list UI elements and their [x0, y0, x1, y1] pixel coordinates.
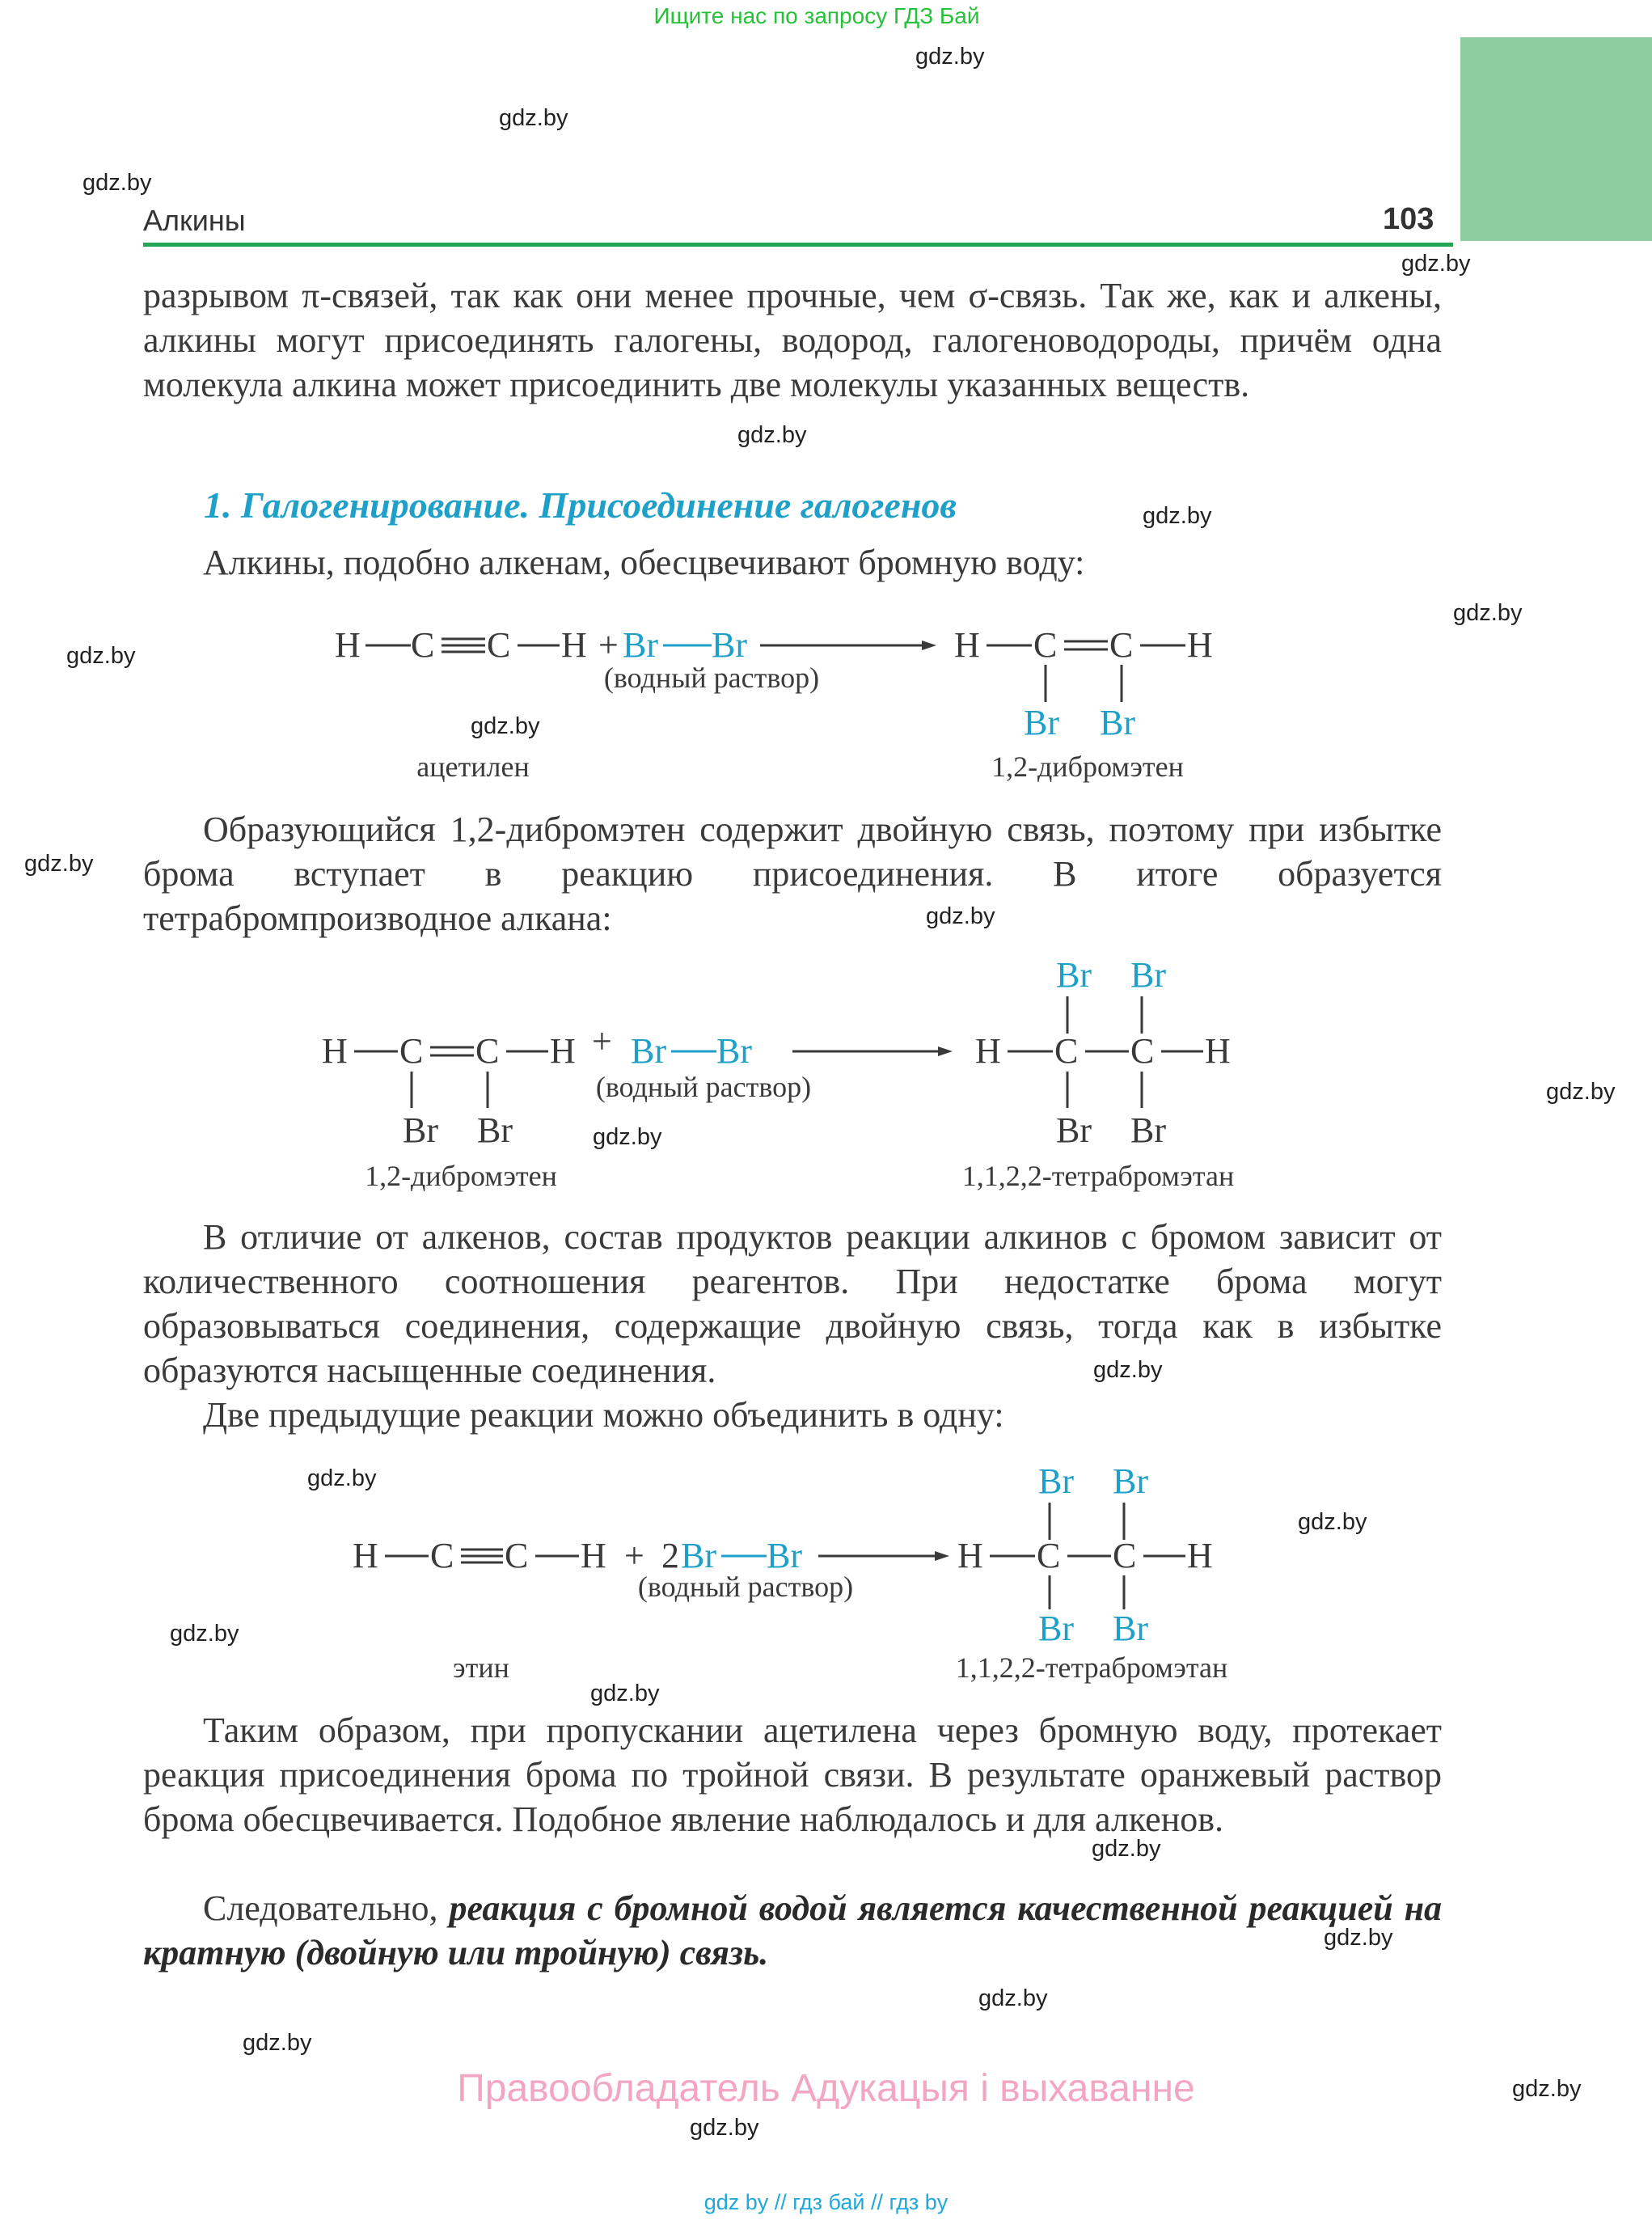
atom-br: Br [1056, 955, 1092, 995]
footer-links[interactable]: gdz by // гдз бай // гдз by [703, 2190, 949, 2214]
plus-sign: + [592, 1021, 612, 1061]
atom-br: Br [403, 1110, 438, 1150]
atom-br: Br [1130, 1110, 1166, 1150]
atom-h: H [954, 625, 980, 665]
watermark: gdz.by [593, 1124, 662, 1150]
atom-h: H [1205, 1031, 1231, 1071]
atom-c: C [1037, 1536, 1061, 1575]
atom-c: C [1054, 1031, 1079, 1071]
atom-c: C [1033, 625, 1058, 665]
watermark: gdz.by [1401, 251, 1471, 277]
atom-br: Br [1130, 955, 1166, 995]
reaction-condition: (водный раствор) [603, 662, 820, 694]
conclusion-emphasis: реакция с бромной водой является качественной реакцией на кратную (двойную или тройную) связь. [143, 1888, 1442, 1972]
watermark: gdz.by [24, 851, 94, 877]
reaction-condition: (водный раствор) [595, 1071, 812, 1103]
watermark: gdz.by [82, 170, 152, 196]
watermark: gdz.by [1092, 1836, 1161, 1862]
reactant-label: 1,2-дибромэтен [365, 1160, 557, 1192]
reaction-2-equation [307, 946, 1278, 1197]
reaction-1-equation [307, 607, 1261, 793]
reaction-condition: (водный раствор) [637, 1571, 854, 1603]
paragraph-3: В отличие от алкенов, состав продуктов реакции алкинов с бромом зависит от количественного соотношения реагентов. При недостатке брома могут образовываться соединения, содержащие двойную связь, тогда как в избытке образуются насыщенные соединения. [143, 1217, 1442, 1390]
atom-h: H [975, 1031, 1001, 1071]
watermark: gdz.by [1453, 600, 1523, 626]
product-label: 1,2-дибромэтен [991, 750, 1184, 783]
atom-br: Br [767, 1536, 802, 1575]
paragraph-5: Таким образом, при пропускании ацетилена через бромную воду, протекает реакция присоединения брома по тройной связи. В результате оранжевый раствор брома обесцвечивается. Подобное явление наблюдалось и для алкенов. [143, 1710, 1442, 1839]
atom-br: Br [623, 625, 658, 665]
watermark: gdz.by [1093, 1357, 1163, 1383]
atom-c: C [411, 625, 435, 665]
atom-c: C [430, 1536, 454, 1575]
watermark: gdz.by [1512, 2076, 1582, 2102]
watermark: gdz.by [1298, 1509, 1367, 1535]
section-title: 1. Галогенирование. Присоединение галогенов [204, 484, 957, 526]
atom-h: H [550, 1031, 576, 1071]
atom-h: H [353, 1536, 378, 1575]
atom-br: Br [631, 1031, 666, 1071]
conclusion-paragraph [143, 1886, 1442, 1975]
atom-c: C [1113, 1536, 1137, 1575]
atom-br: Br [477, 1110, 513, 1150]
atom-br: Br [681, 1536, 716, 1575]
product-label: 1,1,2,2-тетрабромэтан [955, 1651, 1228, 1684]
atom-br: Br [1024, 703, 1059, 742]
watermark: gdz.by [471, 713, 540, 739]
atom-br: Br [1038, 1461, 1074, 1501]
watermark: gdz.by [690, 2115, 759, 2141]
page-number: 103 [1383, 202, 1434, 236]
atom-h: H [1187, 1536, 1213, 1575]
atom-h: H [561, 625, 587, 665]
chapter-header: Алкины [143, 204, 246, 237]
watermark: gdz.by [915, 44, 985, 70]
atom-c: C [505, 1536, 529, 1575]
plus-sign: + [598, 625, 619, 665]
header-rule [143, 243, 1453, 247]
atom-c: C [1109, 625, 1134, 665]
top-search-banner[interactable]: Ищите нас по запросу ГДЗ Бай [653, 3, 980, 28]
watermark: gdz.by [499, 105, 568, 131]
atom-c: C [475, 1031, 500, 1071]
watermark: gdz.by [170, 1621, 239, 1647]
atom-br: Br [1113, 1461, 1148, 1501]
reactant-label: ацетилен [416, 750, 530, 783]
atom-h: H [335, 625, 361, 665]
watermark: gdz.by [590, 1681, 660, 1706]
reaction-3-equation [323, 1456, 1261, 1698]
watermark: gdz.by [1324, 1925, 1393, 1951]
paragraph-2: Образующийся 1,2-дибромэтен содержит двойную связь, поэтому при избытке брома вступает в реакцию присоединения. В итоге образуется тетрабромпроизводное алкана: [143, 810, 1442, 938]
atom-h: H [957, 1536, 983, 1575]
atom-h: H [322, 1031, 348, 1071]
atom-br: Br [712, 625, 747, 665]
paragraph-4: Две предыдущие реакции можно объединить в одну: [203, 1395, 1004, 1435]
atom-br: Br [1100, 703, 1135, 742]
atom-h: H [1187, 625, 1213, 665]
atom-c: C [399, 1031, 424, 1071]
intro-paragraph: разрывом π-связей, так как они менее прочные, чем σ-связь. Так же, как и алкены, алкины могут присоединять галогены, водород, галогеноводороды, причём одна молекула алкина может присоединить две молекулы указанных веществ. [143, 276, 1442, 404]
watermark: gdz.by [243, 2030, 312, 2056]
watermark: gdz.by [66, 643, 136, 669]
watermark: gdz.by [978, 1985, 1048, 2011]
watermark: gdz.by [737, 422, 807, 448]
atom-h: H [581, 1536, 606, 1575]
product-label: 1,1,2,2-тетрабромэтан [961, 1160, 1235, 1192]
chapter-color-tab [1460, 37, 1652, 241]
plus-sign: + [624, 1536, 644, 1575]
coefficient: 2 [661, 1536, 679, 1575]
watermark: gdz.by [926, 903, 995, 929]
atom-br: Br [1113, 1609, 1148, 1648]
watermark: gdz.by [307, 1465, 377, 1491]
copyright-owner: Правообладатель Адукацыя і выхаванне [457, 2067, 1195, 2110]
atom-c: C [487, 625, 511, 665]
reactant-label: этин [453, 1651, 509, 1684]
atom-br: Br [716, 1031, 752, 1071]
conclusion-lead: Следовательно, [203, 1888, 450, 1928]
atom-c: C [1130, 1031, 1155, 1071]
atom-br: Br [1056, 1110, 1092, 1150]
watermark: gdz.by [1546, 1079, 1616, 1105]
atom-br: Br [1038, 1609, 1074, 1648]
watermark: gdz.by [1143, 503, 1212, 529]
section-intro: Алкины, подобно алкенам, обесцвечивают бромную воду: [203, 543, 1085, 582]
